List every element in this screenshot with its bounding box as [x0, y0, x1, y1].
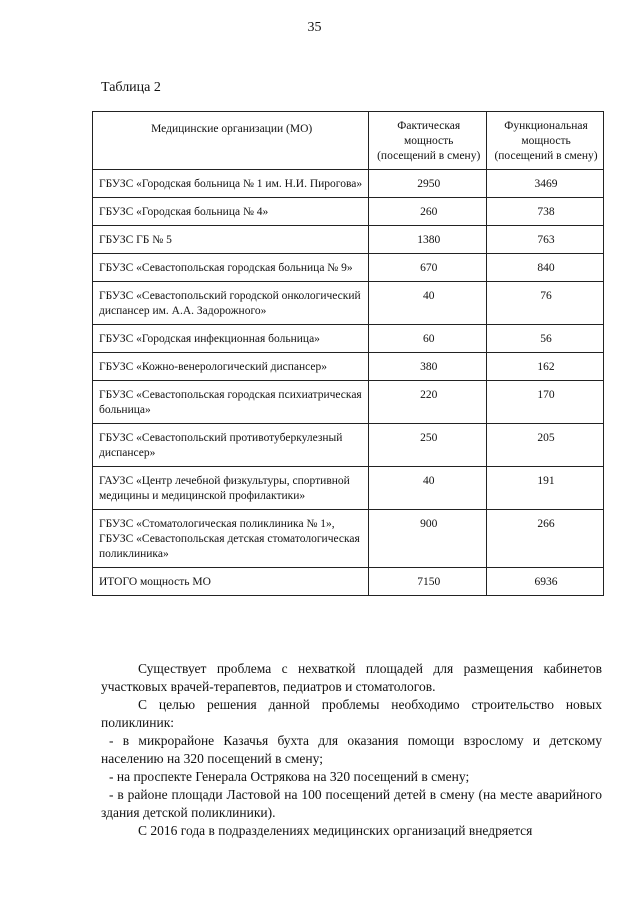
page-number: 35	[307, 20, 322, 35]
table-row	[93, 381, 604, 424]
functional-capacity: 3469	[487, 170, 604, 198]
organization-name: ГБУЗС ГБ № 5	[93, 226, 369, 254]
total-row	[93, 568, 604, 596]
body-text	[101, 660, 602, 840]
table-row	[93, 170, 604, 198]
organization-name: ГБУЗС «Севастопольская городская больница № 9»	[93, 254, 369, 282]
actual-capacity: 380	[369, 353, 487, 381]
actual-capacity: 2950	[369, 170, 487, 198]
total-actual-capacity: 7150	[369, 568, 487, 596]
table-row	[93, 424, 604, 467]
actual-capacity: 60	[369, 325, 487, 353]
header-functional-capacity: Функциональная мощность (посещений в смену)	[487, 112, 604, 170]
functional-capacity: 763	[487, 226, 604, 254]
actual-capacity: 900	[369, 510, 487, 568]
capacity-table	[92, 111, 604, 596]
list-item: - в микрорайоне Казачья бухта для оказания помощи взрослому и детскому населению на 320 посещений в смену;	[101, 733, 602, 766]
organization-name: ГБУЗС «Городская больница № 4»	[93, 198, 369, 226]
organization-name: ГАУЗС «Центр лечебной физкультуры, спортивной медицины и медицинской профилактики»	[93, 467, 369, 510]
organization-name: ГБУЗС «Севастопольский противотуберкулезный диспансер»	[93, 424, 369, 467]
actual-capacity: 670	[369, 254, 487, 282]
organization-name: ГБУЗС «Севастопольский городской онкологический диспансер им. А.А. Задорожного»	[93, 282, 369, 325]
organization-name: ГБУЗС «Севастопольская городская психиатрическая больница»	[93, 381, 369, 424]
paragraph: С целью решения данной проблемы необходимо строительство новых поликлиник:	[101, 697, 602, 730]
actual-capacity: 220	[369, 381, 487, 424]
table-row	[93, 282, 604, 325]
table-header-row	[93, 112, 604, 170]
table-row	[93, 353, 604, 381]
organization-name: ГБУЗС «Кожно-венерологический диспансер»	[93, 353, 369, 381]
table-row	[93, 254, 604, 282]
functional-capacity: 266	[487, 510, 604, 568]
functional-capacity: 56	[487, 325, 604, 353]
table-row	[93, 226, 604, 254]
functional-capacity: 191	[487, 467, 604, 510]
table-row	[93, 467, 604, 510]
paragraph: Существует проблема с нехваткой площадей для размещения кабинетов участковых врачей-терапевтов, педиатров и стоматологов.	[101, 661, 602, 694]
organization-name: ГБУЗС «Городская инфекционная больница»	[93, 325, 369, 353]
functional-capacity: 170	[487, 381, 604, 424]
header-actual-capacity: Фактическая мощность (посещений в смену)	[369, 112, 487, 170]
table-caption: Таблица 2	[101, 80, 161, 95]
table-row	[93, 325, 604, 353]
total-label: ИТОГО мощность МО	[93, 568, 369, 596]
actual-capacity: 260	[369, 198, 487, 226]
actual-capacity: 1380	[369, 226, 487, 254]
functional-capacity: 76	[487, 282, 604, 325]
functional-capacity: 205	[487, 424, 604, 467]
functional-capacity: 738	[487, 198, 604, 226]
organization-name: ГБУЗС «Стоматологическая поликлиника № 1», ГБУЗС «Севастопольская детская стоматологическая поликлиника»	[93, 510, 369, 568]
total-functional-capacity: 6936	[487, 568, 604, 596]
table-row	[93, 510, 604, 568]
functional-capacity: 840	[487, 254, 604, 282]
header-organizations: Медицинские организации (МО)	[93, 112, 369, 170]
actual-capacity: 40	[369, 467, 487, 510]
list-item: - в районе площади Ластовой на 100 посещений детей в смену (на месте аварийного здания детской поликлиники).	[101, 787, 602, 820]
actual-capacity: 40	[369, 282, 487, 325]
table-row	[93, 198, 604, 226]
functional-capacity: 162	[487, 353, 604, 381]
actual-capacity: 250	[369, 424, 487, 467]
list-item: - на проспекте Генерала Острякова на 320 посещений в смену;	[109, 769, 470, 784]
paragraph: С 2016 года в подразделениях медицинских организаций внедряется	[138, 823, 533, 838]
organization-name: ГБУЗС «Городская больница № 1 им. Н.И. Пирогова»	[93, 170, 369, 198]
